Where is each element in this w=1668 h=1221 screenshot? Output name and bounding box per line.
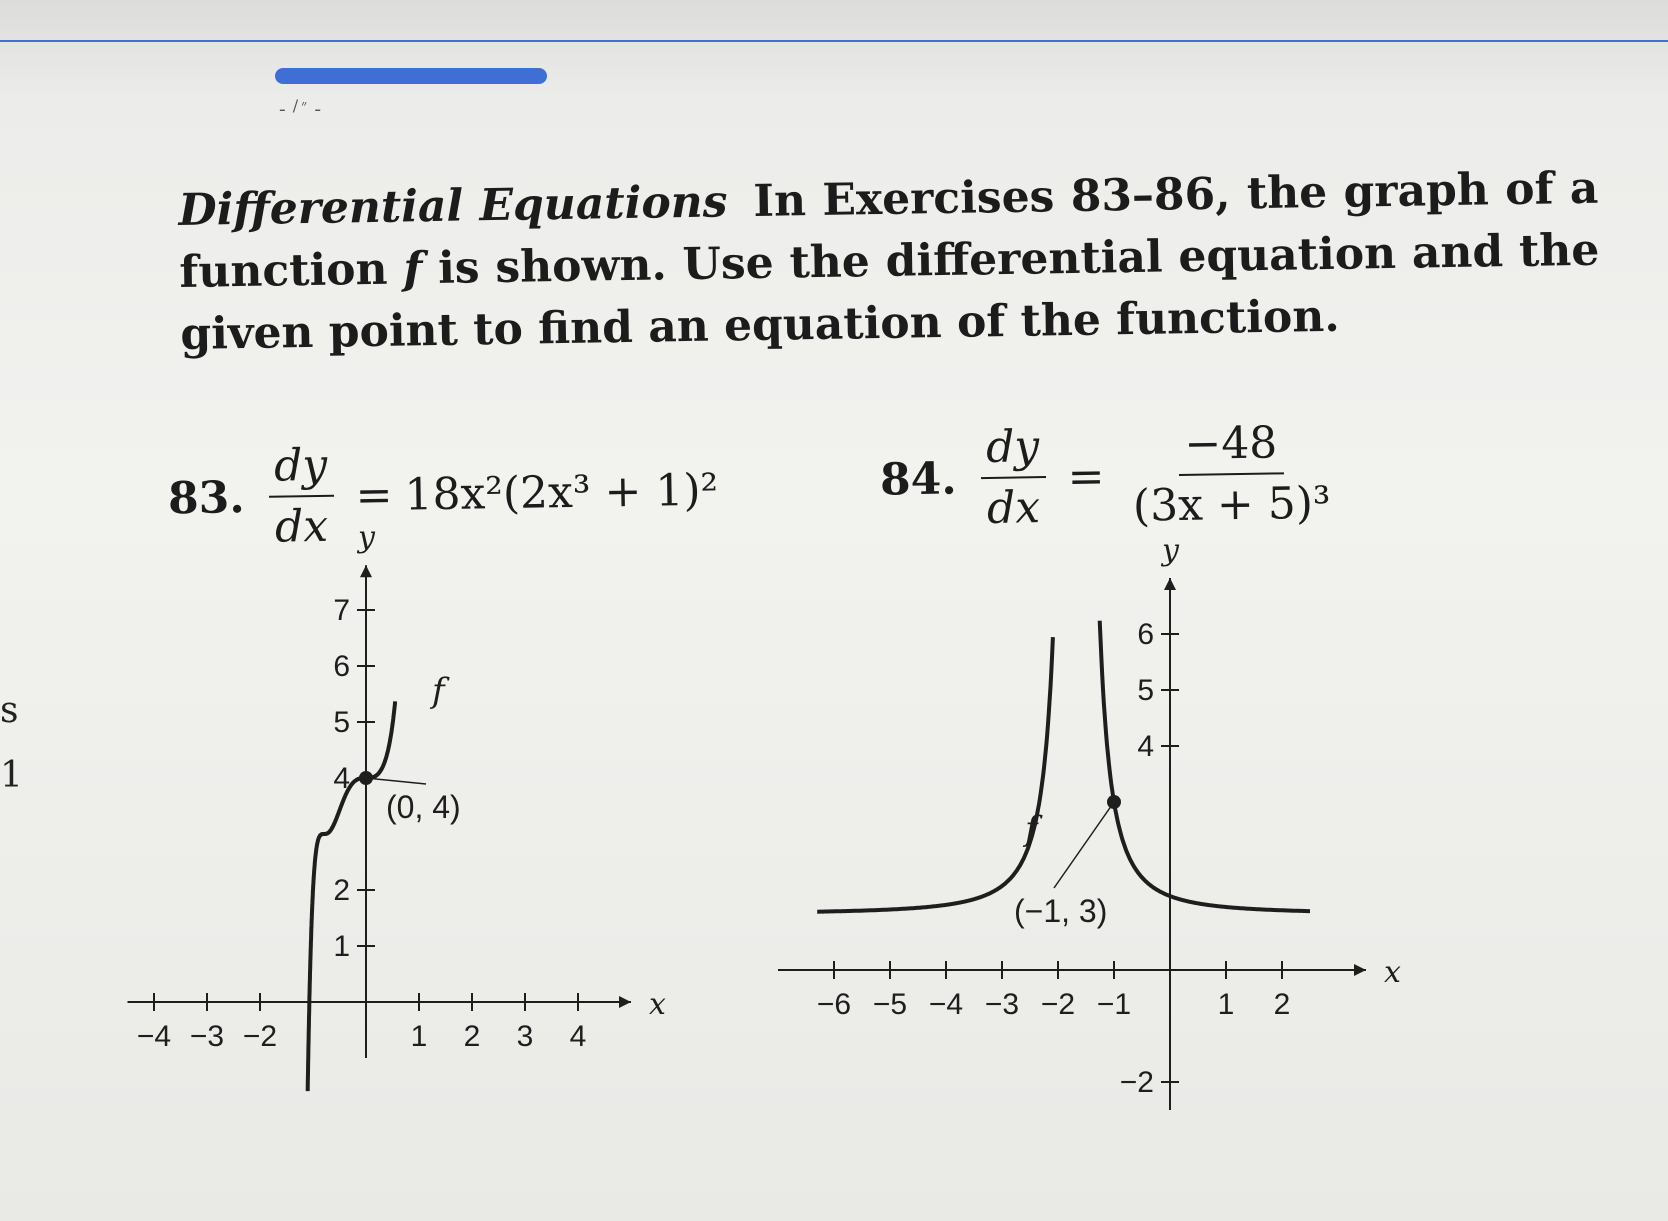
y-tick-label: 6 [1137, 618, 1154, 651]
x-tick-label: −1 [1096, 988, 1132, 1021]
y-tick-label: 1 [333, 930, 350, 963]
y-axis-label: y [358, 520, 375, 556]
curve-label: f [432, 671, 445, 711]
exercise-number: 84. [879, 452, 957, 506]
y-tick-label: 4 [333, 762, 350, 795]
x-tick-label: −2 [1040, 988, 1076, 1021]
equation-rhs: 18x²(2x³ + 1)² [404, 464, 719, 521]
x-tick-label: −4 [928, 988, 964, 1021]
fraction-denominator: dx [274, 500, 329, 553]
x-tick-label: 3 [516, 1020, 534, 1053]
edge-letter-1: 1 [0, 755, 23, 796]
point-label: (−1, 3) [1014, 893, 1108, 929]
x-tick-label: −6 [816, 988, 852, 1021]
x-tick-label: 2 [463, 1020, 481, 1053]
scribble-text: ـ ״/ ـ [280, 96, 321, 115]
exercise-84 [879, 416, 1347, 535]
intro-text-2: is shown. Use the differential equation and the given point to find an equation of the function. [180, 224, 1600, 360]
x-tick-label: −3 [189, 1020, 225, 1053]
intro-paragraph [178, 158, 1601, 366]
y-tick-label: 7 [333, 594, 350, 627]
x-axis-label: x [1384, 955, 1401, 990]
y-tick-label: 6 [333, 650, 350, 683]
x-axis-arrow [619, 996, 631, 1008]
x-tick-label: 1 [410, 1020, 428, 1053]
y-tick-label: −2 [1119, 1066, 1154, 1099]
derivative-fraction [268, 440, 335, 553]
function-curve [817, 621, 1310, 912]
y-axis-arrow [1164, 578, 1176, 590]
fraction-denominator: dx [986, 482, 1041, 534]
section-heading: Differential Equations [178, 176, 728, 236]
function-name: f [402, 243, 423, 295]
x-tick-label: 1 [1217, 988, 1235, 1021]
y-tick-label: 5 [1137, 674, 1154, 707]
curve-label: f [1025, 809, 1038, 849]
exercise-number: 83. [167, 471, 245, 524]
fraction-numerator: dy [980, 421, 1046, 479]
point-leader-line [1054, 802, 1114, 888]
point-label: (0, 4) [386, 789, 461, 825]
equals-sign: = [355, 469, 393, 521]
x-tick-label: −4 [136, 1020, 172, 1053]
point-leader-line [366, 778, 426, 784]
graph-84 [816, 533, 1460, 1170]
y-tick-label: 5 [333, 706, 350, 739]
x-tick-label: 2 [1273, 988, 1291, 1021]
y-axis-arrow [360, 565, 372, 577]
x-axis-label: x [649, 987, 666, 1022]
derivative-fraction [980, 421, 1047, 534]
rhs-numerator: −48 [1178, 417, 1284, 476]
x-tick-label: 4 [569, 1020, 587, 1053]
y-tick-label: 4 [1137, 730, 1154, 763]
y-tick-label: 2 [333, 874, 350, 907]
x-axis-arrow [1354, 964, 1366, 976]
rhs-denominator: (3x + 5)³ [1132, 477, 1331, 532]
rhs-fraction [1126, 417, 1337, 532]
fraction-numerator: dy [268, 440, 334, 498]
intro-text-1: In Exercises 83–86, the graph of a function [179, 162, 1599, 298]
x-tick-label: −5 [872, 988, 908, 1021]
exercise-83 [167, 434, 719, 555]
highlight-bar [275, 68, 547, 84]
top-rule [0, 40, 1668, 42]
x-tick-label: −3 [984, 988, 1020, 1021]
equals-sign: = [1067, 450, 1105, 503]
edge-letter-s: s [0, 690, 19, 731]
x-tick-label: −2 [242, 1020, 278, 1053]
function-curve [308, 701, 395, 1091]
y-axis-label: y [1162, 533, 1179, 568]
